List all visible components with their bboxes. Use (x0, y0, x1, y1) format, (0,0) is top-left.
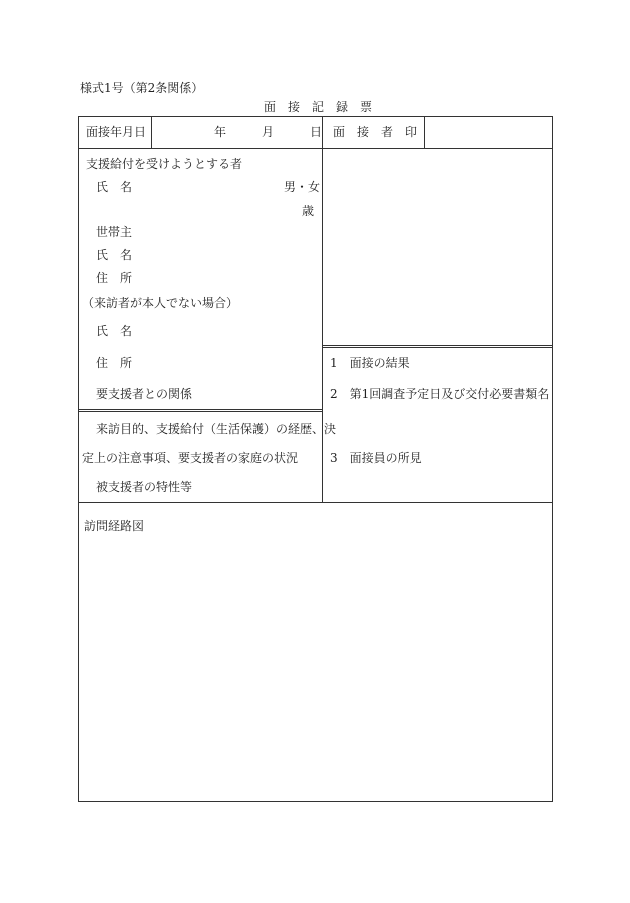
month-label: 月 (262, 125, 275, 139)
day-label: 日 (310, 125, 323, 139)
applicant-sex: 男・女 (284, 180, 321, 194)
header-col-1 (151, 116, 152, 148)
householder-heading: 世帯主 (96, 225, 133, 239)
result-item-3: 3 面接員の所見 (330, 451, 422, 465)
route-map-label: 訪問経路図 (84, 519, 145, 533)
result-item-2: 2 第1回調査予定日及び交付必要書類名 (330, 387, 550, 401)
route-map-area[interactable] (79, 540, 552, 800)
applicant-heading: 支援給付を受けようとする者 (86, 157, 243, 171)
householder-name-label: 氏 名 (96, 248, 133, 262)
result-item-1: 1 面接の結果 (330, 356, 410, 370)
form-id: 様式1号（第2条関係） (80, 81, 204, 95)
interviewer-seal-field[interactable] (425, 117, 552, 148)
visitor-name-label: 氏 名 (96, 324, 133, 338)
visitor-address-label: 住 所 (96, 356, 133, 370)
purpose-line-1: 来訪目的、支援給付（生活保護）の経歴、決 (96, 422, 337, 436)
purpose-line-3: 被支援者の特性等 (96, 480, 193, 494)
purpose-line-2: 定上の注意事項、要支援者の家庭の状況 (82, 451, 299, 465)
householder-address-label: 住 所 (96, 271, 133, 285)
header-divider (78, 148, 553, 149)
visitor-relation-label: 要支援者との関係 (96, 387, 193, 401)
right-double-divider (322, 345, 553, 348)
interview-date-label: 面接年月日 (86, 125, 147, 139)
visitor-heading: （来訪者が本人でない場合） (82, 296, 239, 310)
interviewer-seal-label: 面 接 者 印 (333, 125, 418, 139)
year-label: 年 (214, 125, 227, 139)
center-divider (322, 116, 323, 502)
applicant-age-label: 歳 (302, 204, 315, 218)
form-title: 面 接 記 録 票 (264, 100, 373, 114)
left-double-divider (78, 409, 322, 412)
route-map-divider (78, 502, 553, 503)
applicant-name-label: 氏 名 (96, 180, 133, 194)
